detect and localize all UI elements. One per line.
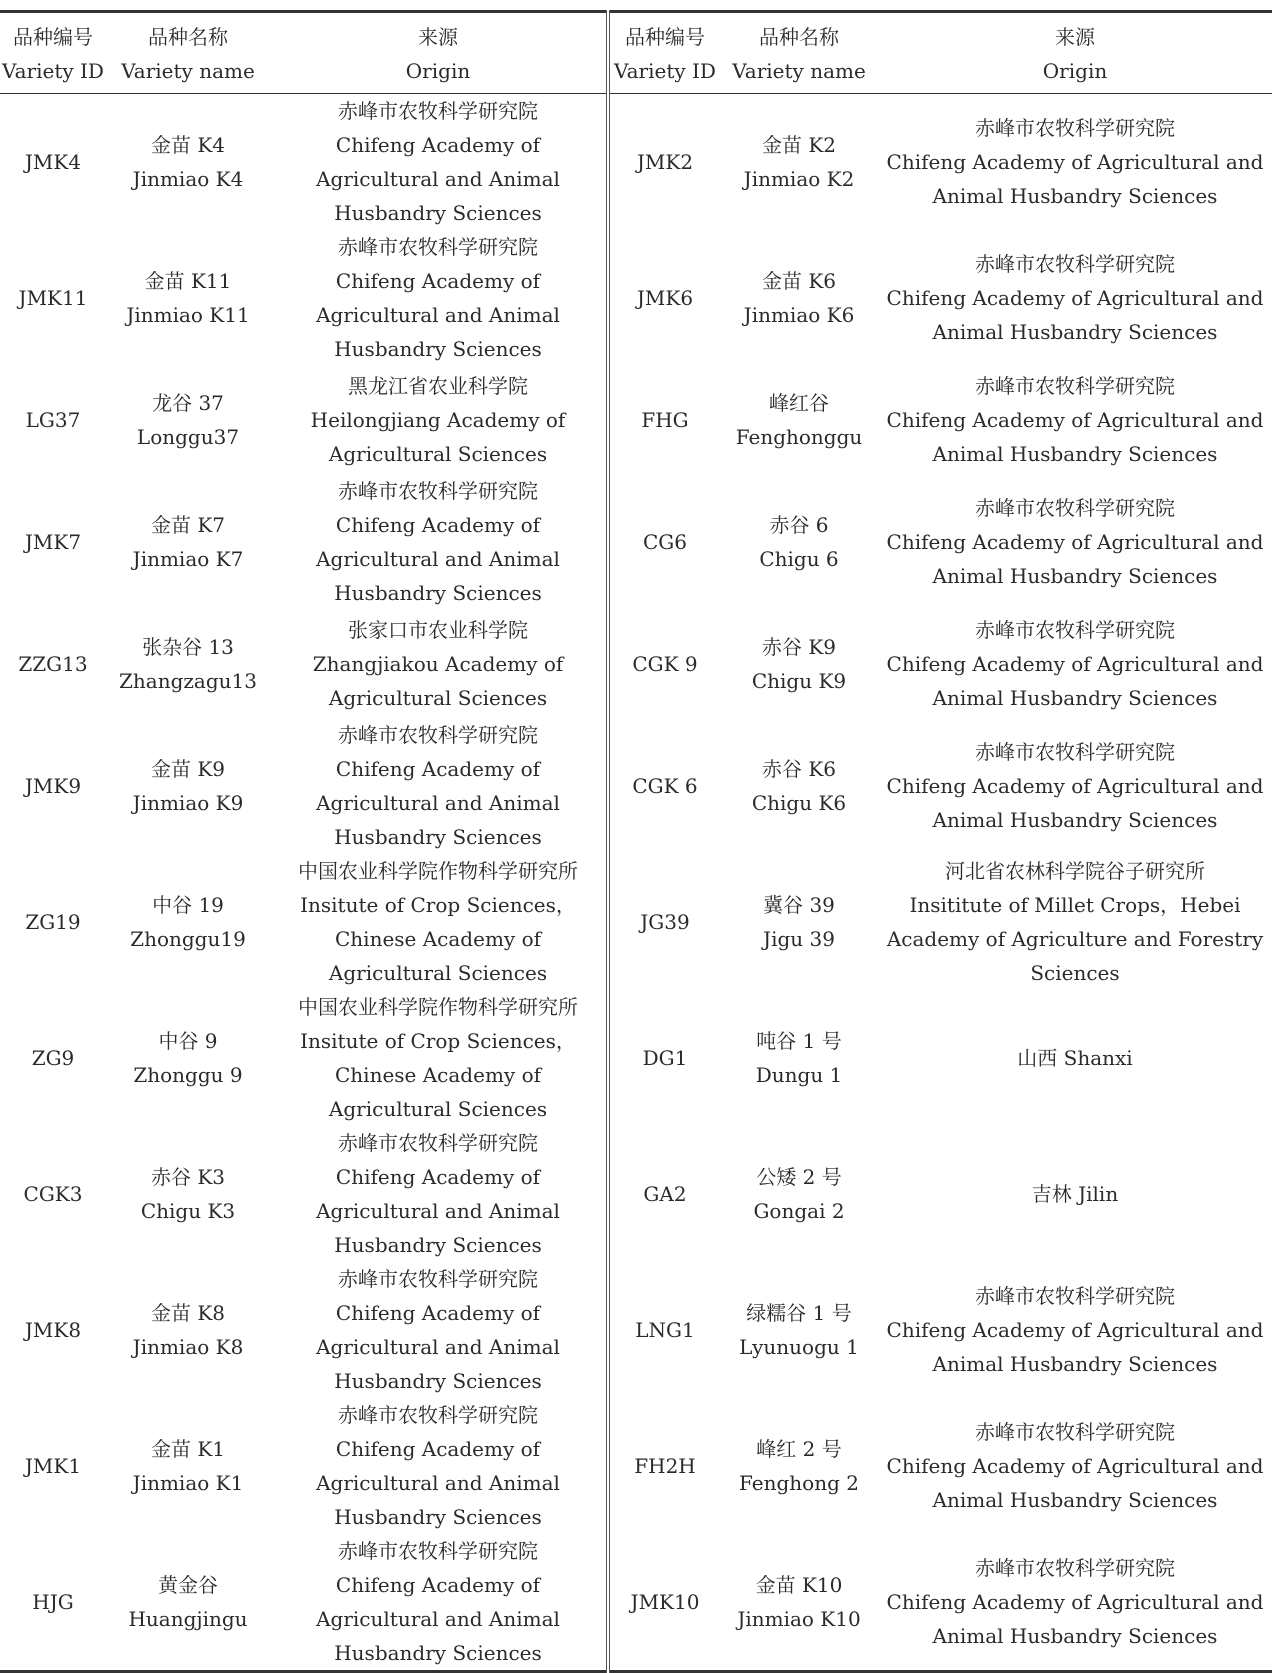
variety-id-cell: CGK 6 [632,774,698,798]
origin-zh: 吉林 Jilin [1031,1182,1119,1206]
origin-zh: 河北省农林科学院谷子研究所 [945,859,1205,883]
origin-zh: 赤峰市农牧科学研究院 [338,1403,538,1427]
variety-id-cell: HJG [32,1590,74,1614]
origin-en: Chifeng Academy of Agricultural and Animal Husbandry Sciences [886,150,1264,208]
origin-en: Chifeng Academy of Agricultural and Animal Husbandry Sciences [316,1301,560,1393]
header-text-zh: 来源 [418,25,458,49]
header-text-en: Origin [405,59,471,83]
origin-en: Insitute of Crop Sciences，Chinese Academy of Agricultural Sciences [300,1029,576,1121]
variety-id-cell: JMK9 [24,774,82,798]
origin-cell [270,1262,608,1398]
variety-name-cell [106,474,270,610]
origin-cell [878,990,1272,1126]
table-row [0,610,1272,718]
variety-id-cell: ZG9 [31,1046,75,1070]
variety-id-cell: JMK2 [636,150,694,174]
name-zh: 峰红 2 号 [756,1437,842,1461]
origin-cell [270,718,608,854]
variety-id-cell: JMK1 [24,1454,82,1478]
name-zh: 金苗 K6 [761,269,837,293]
origin-zh: 赤峰市农牧科学研究院 [338,1539,538,1563]
header-right-origin [878,12,1272,94]
header-row [0,12,1272,94]
variety-name-cell [106,1534,270,1672]
name-zh: 金苗 K10 [755,1573,843,1597]
variety-id-cell: ZZG13 [18,652,88,676]
origin-cell [270,1534,608,1672]
variety-id-cell: CGK3 [23,1182,83,1206]
variety-name-cell [720,718,878,854]
variety-name-cell [720,610,878,718]
header-text-zh: 品种编号 [13,25,93,49]
name-en: Lyunuogu 1 [739,1335,859,1359]
name-en: Jinmiao K11 [126,303,250,327]
origin-cell [270,990,608,1126]
name-zh: 金苗 K1 [150,1437,226,1461]
origin-en: Chifeng Academy of Agricultural and Animal Husbandry Sciences [316,269,560,361]
origin-cell [270,474,608,610]
origin-zh: 赤峰市农牧科学研究院 [975,1284,1175,1308]
origin-zh: 赤峰市农牧科学研究院 [975,374,1175,398]
table-row [0,1534,1272,1672]
name-en: Longgu37 [136,425,240,449]
origin-cell [270,230,608,366]
variety-id-cell: FHG [641,408,689,432]
origin-cell [878,1126,1272,1262]
name-zh: 公矮 2 号 [756,1165,842,1189]
name-en: Chigu K9 [751,669,847,693]
header-text-en: Origin [1042,59,1108,83]
name-zh: 龙谷 37 [152,391,224,415]
table-row [0,990,1272,1126]
origin-en: Chifeng Academy of Agricultural and Animal Husbandry Sciences [316,1437,560,1529]
name-en: Jinmiao K4 [132,167,244,191]
variety-id-cell: CG6 [642,530,687,554]
header-text-zh: 来源 [1055,25,1095,49]
table-row [0,718,1272,854]
origin-zh: 赤峰市农牧科学研究院 [338,1131,538,1155]
origin-cell [878,94,1272,231]
name-en: Jinmiao K2 [743,167,855,191]
variety-id-cell: JMK11 [18,286,88,310]
origin-zh: 赤峰市农牧科学研究院 [975,618,1175,642]
variety-id-cell: JMK4 [24,150,82,174]
name-zh: 赤谷 K3 [150,1165,226,1189]
origin-cell [878,718,1272,854]
name-en: Jinmiao K6 [743,303,855,327]
variety-id-cell: ZG19 [25,910,81,934]
header-right-name [720,12,878,94]
variety-id-cell: JMK8 [24,1318,82,1342]
variety-name-cell [106,1398,270,1534]
name-en: Chigu K6 [751,791,847,815]
header-text-en: Variety ID [2,59,104,83]
name-en: Zhonggu 9 [133,1063,243,1087]
variety-name-cell [106,718,270,854]
variety-name-cell [720,1398,878,1534]
name-zh: 赤谷 K6 [761,757,837,781]
variety-name-cell [720,990,878,1126]
origin-cell [878,854,1272,990]
name-zh: 赤谷 K9 [761,635,837,659]
table-row [0,1262,1272,1398]
name-zh: 赤谷 6 [769,513,829,537]
variety-id-cell: FH2H [634,1454,696,1478]
origin-en: Heilongjiang Academy of Agricultural Sciences [310,408,566,466]
header-left-id [0,12,106,94]
origin-zh: 赤峰市农牧科学研究院 [975,116,1175,140]
name-zh: 吨谷 1 号 [756,1029,842,1053]
variety-name-cell [106,1262,270,1398]
origin-en: Chifeng Academy of Agricultural and Animal Husbandry Sciences [886,774,1264,832]
variety-name-cell [720,94,878,231]
name-zh: 金苗 K4 [150,133,226,157]
variety-name-cell [720,1534,878,1672]
origin-en: Chifeng Academy of Agricultural and Animal Husbandry Sciences [886,1454,1264,1512]
origin-cell [878,1534,1272,1672]
origin-zh: 赤峰市农牧科学研究院 [975,740,1175,764]
variety-name-cell [106,854,270,990]
origin-en: Chifeng Academy of Agricultural and Animal Husbandry Sciences [316,1165,560,1257]
variety-name-cell [720,366,878,474]
origin-en: Chifeng Academy of Agricultural and Animal Husbandry Sciences [316,513,560,605]
name-zh: 金苗 K2 [761,133,837,157]
table-row [0,1398,1272,1534]
origin-cell [878,366,1272,474]
origin-en: Chifeng Academy of Agricultural and Animal Husbandry Sciences [316,133,560,225]
origin-zh: 赤峰市农牧科学研究院 [975,496,1175,520]
origin-en: Chifeng Academy of Agricultural and Animal Husbandry Sciences [886,408,1264,466]
origin-zh: 赤峰市农牧科学研究院 [338,1267,538,1291]
name-en: Jinmiao K8 [132,1335,244,1359]
variety-name-cell [106,610,270,718]
name-en: Gongai 2 [753,1199,845,1223]
origin-en: Insititute of Millet Crops，Hebei Academy of Agriculture and Forestry Sciences [886,893,1264,985]
name-zh: 中谷 9 [158,1029,218,1053]
origin-cell [270,366,608,474]
table-row [0,1126,1272,1262]
variety-id-cell: JMK10 [630,1590,700,1614]
origin-cell [270,854,608,990]
name-en: Jinmiao K10 [737,1607,861,1631]
variety-id-cell: DG1 [642,1046,688,1070]
variety-id-cell: LG37 [25,408,81,432]
origin-zh: 张家口市农业科学院 [348,618,528,642]
origin-en: Chifeng Academy of Agricultural and Animal Husbandry Sciences [886,286,1264,344]
name-zh: 绿糯谷 1 号 [746,1301,852,1325]
origin-cell [878,1398,1272,1534]
name-en: Huangjingu [128,1607,248,1631]
header-text-en: Variety name [732,59,866,83]
name-zh: 金苗 K9 [150,757,226,781]
table-row [0,230,1272,366]
variety-name-cell [720,1262,878,1398]
variety-name-cell [720,854,878,990]
origin-cell [270,1398,608,1534]
origin-cell [878,230,1272,366]
variety-id-cell: JG39 [640,910,690,934]
header-left-name [106,12,270,94]
origin-zh: 赤峰市农牧科学研究院 [338,99,538,123]
name-zh: 张杂谷 13 [142,635,234,659]
origin-zh: 赤峰市农牧科学研究院 [975,1556,1175,1580]
origin-zh: 赤峰市农牧科学研究院 [975,252,1175,276]
origin-zh: 黑龙江省农业科学院 [348,374,528,398]
variety-name-cell [106,230,270,366]
name-zh: 金苗 K7 [150,513,226,537]
origin-cell [270,610,608,718]
variety-id-cell: CGK 9 [632,652,698,676]
variety-id-cell: JMK6 [636,286,694,310]
table-row [0,474,1272,610]
name-en: Fenghong 2 [739,1471,859,1495]
variety-id-cell: JMK7 [24,530,82,554]
name-zh: 黄金谷 [158,1573,218,1597]
origin-en: Chifeng Academy of Agricultural and Animal Husbandry Sciences [886,1590,1264,1648]
origin-zh: 中国农业科学院作物科学研究所 [298,995,578,1019]
variety-name-cell [106,366,270,474]
name-en: Fenghonggu [735,425,863,449]
variety-id-cell: GA2 [643,1182,687,1206]
table-header [0,12,1272,94]
origin-cell [270,1126,608,1262]
header-left-origin [270,12,608,94]
name-en: Zhonggu19 [130,927,246,951]
origin-en: Insitute of Crop Sciences，Chinese Academy of Agricultural Sciences [300,893,576,985]
variety-name-cell [106,990,270,1126]
name-en: Jigu 39 [763,927,835,951]
name-en: Jinmiao K1 [132,1471,244,1495]
variety-name-cell [720,230,878,366]
origin-zh: 山西 Shanxi [1017,1046,1133,1070]
header-right-id [608,12,720,94]
origin-zh: 赤峰市农牧科学研究院 [975,1420,1175,1444]
name-zh: 中谷 19 [152,893,224,917]
origin-en: Chifeng Academy of Agricultural and Animal Husbandry Sciences [316,1573,560,1665]
origin-cell [878,474,1272,610]
name-zh: 金苗 K11 [144,269,232,293]
name-zh: 金苗 K8 [150,1301,226,1325]
variety-name-cell [720,474,878,610]
header-text-zh: 品种名称 [148,25,228,49]
table-row [0,854,1272,990]
variety-name-cell [106,1126,270,1262]
variety-id-cell: LNG1 [635,1318,695,1342]
table-body [0,94,1272,1672]
name-zh: 冀谷 39 [763,893,835,917]
name-en: Chigu K3 [140,1199,236,1223]
origin-zh: 中国农业科学院作物科学研究所 [298,859,578,883]
origin-en: Chifeng Academy of Agricultural and Animal Husbandry Sciences [316,757,560,849]
header-text-en: Variety name [121,59,255,83]
origin-zh: 赤峰市农牧科学研究院 [338,479,538,503]
variety-table [0,10,1272,1673]
variety-name-cell [106,94,270,231]
origin-zh: 赤峰市农牧科学研究院 [338,235,538,259]
origin-cell [878,1262,1272,1398]
name-zh: 峰红谷 [769,391,829,415]
origin-en: Zhangjiakou Academy of Agricultural Sciences [312,652,564,710]
name-en: Zhangzagu13 [119,669,257,693]
header-text-en: Variety ID [614,59,716,83]
origin-en: Chifeng Academy of Agricultural and Animal Husbandry Sciences [886,530,1264,588]
variety-name-cell [720,1126,878,1262]
table-row [0,94,1272,231]
header-text-zh: 品种编号 [625,25,705,49]
origin-en: Chifeng Academy of Agricultural and Animal Husbandry Sciences [886,652,1264,710]
origin-cell [878,610,1272,718]
name-en: Chigu 6 [759,547,839,571]
name-en: Jinmiao K9 [132,791,244,815]
origin-zh: 赤峰市农牧科学研究院 [338,723,538,747]
origin-cell [270,94,608,231]
origin-en: Chifeng Academy of Agricultural and Animal Husbandry Sciences [886,1318,1264,1376]
name-en: Jinmiao K7 [132,547,244,571]
table-row [0,366,1272,474]
header-text-zh: 品种名称 [759,25,839,49]
name-en: Dungu 1 [755,1063,843,1087]
